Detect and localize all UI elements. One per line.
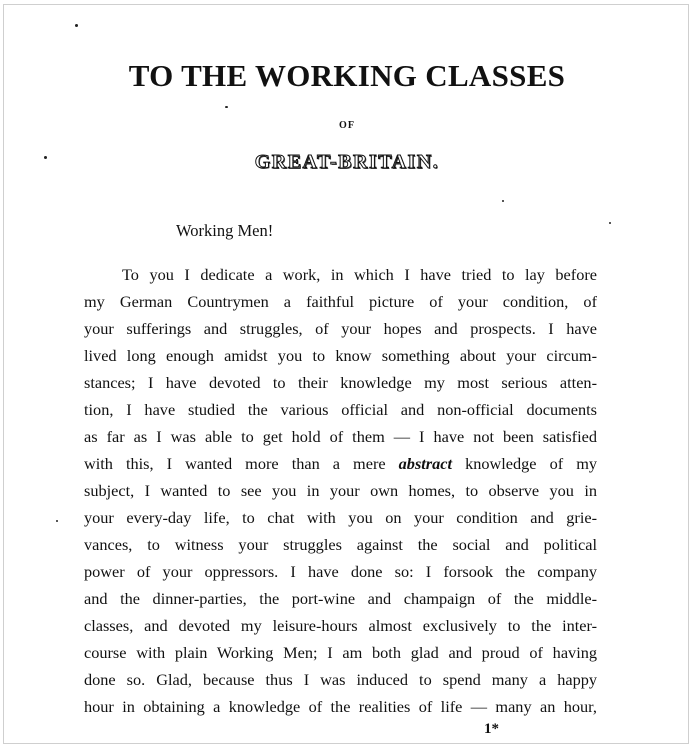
print-speck [225,106,228,108]
text-line: my German Countrymen a faithful picture of your condition, of [84,292,597,311]
text-line: your every-day life, to chat with you on your condition and grie- [84,508,597,527]
text-line: To you I dedicate a work, in which I have tried to lay before [122,265,597,284]
text-line: done so. Glad, because thus I was induced to spend many a happy [84,670,597,689]
text-line: tion, I have studied the various official and non-official documents [84,400,597,419]
print-speck [56,520,58,522]
text-line: and the dinner-parties, the port-wine and champaign of the middle- [84,589,597,608]
print-speck [75,24,78,27]
text-line: power of your oppressors. I have done so: I forsook the company [84,562,597,581]
salutation: Working Men! [176,221,274,240]
body-paragraph [84,261,597,720]
text-line: as far as I was able to get hold of them — I have not been satisfied [84,427,597,446]
text-line-with-emphasis [84,450,597,477]
text-segment: knowledge of my [465,454,597,473]
emphasized-word: abstract [398,454,453,473]
signature-mark: 1* [484,721,499,737]
text-line: your sufferings and struggles, of your hopes and prospects. I have [84,319,597,338]
text-line: lived long enough amidst you to know something about your circum- [84,346,597,365]
print-speck [609,222,611,224]
text-line: subject, I wanted to see you in your own homes, to observe you in [84,481,597,500]
print-speck [502,200,504,202]
text-line: stances; I have devoted to their knowledge my most serious atten- [84,373,597,392]
print-speck [44,156,47,159]
text-segment: with this, I wanted more than a mere [84,454,386,473]
title-connector: OF [339,120,355,131]
page-title: TO THE WORKING CLASSES [128,58,566,93]
text-line: vances, to witness your struggles against the social and political [84,535,597,554]
text-line: classes, and devoted my leisure-hours almost exclusively to the inter- [84,616,597,635]
text-line: course with plain Working Men; I am both glad and proud of having [84,643,597,662]
subtitle-country: GREAT-BRITAIN. [254,151,440,173]
text-line: hour in obtaining a knowledge of the realities of life — many an hour, [84,697,597,716]
